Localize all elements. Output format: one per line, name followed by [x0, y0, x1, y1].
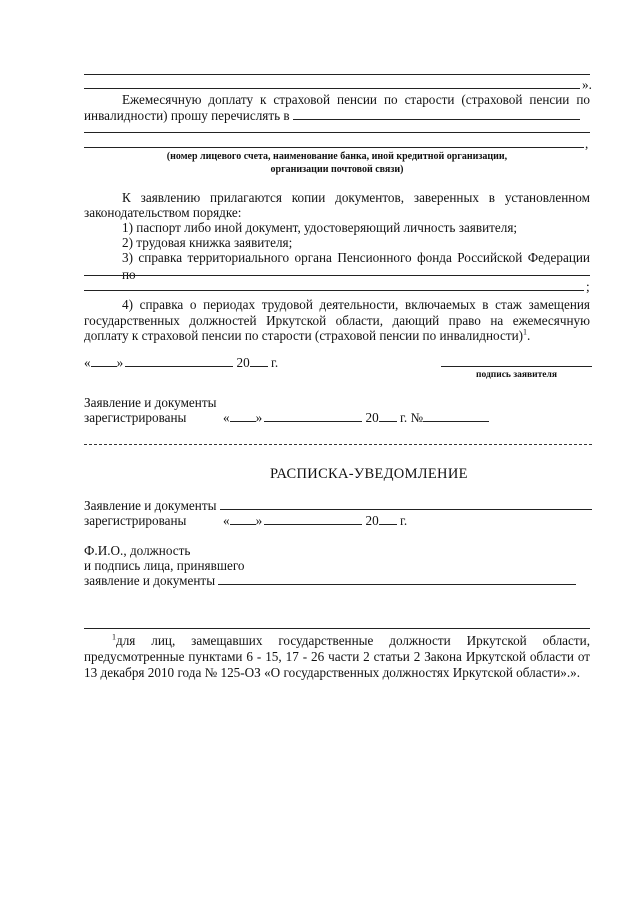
- registration-line: зарегистрированы « » 20 г. №: [84, 409, 489, 426]
- month-blank: [264, 513, 362, 525]
- signature-caption: подпись заявителя: [476, 370, 557, 380]
- footnote-separator: [84, 628, 590, 629]
- line-end-semicolon: ;: [586, 279, 590, 294]
- attachments-intro-line1: К заявлению прилагаются копии документов, заверенных в установленном: [122, 190, 590, 205]
- attachment-item-4-line2: государственных должностей Иркутской области, дающий право на ежемесячную: [84, 313, 590, 328]
- number-blank: [423, 410, 489, 422]
- receiver-label-line3: заявление и документы: [84, 572, 576, 589]
- year-blank: [379, 410, 397, 422]
- day-blank: [230, 410, 256, 422]
- blank-line: [84, 132, 590, 133]
- year-blank: [379, 513, 397, 525]
- receipt-documents-line: Заявление и документы: [84, 497, 592, 514]
- attachment-item-4-line1: 4) справка о периодах трудовой деятельности, включаемых в стаж замещения: [122, 297, 590, 312]
- receiver-blank: [218, 573, 576, 585]
- attachment-item-1: 1) паспорт либо иной документ, удостоверяющий личность заявителя;: [122, 220, 518, 235]
- payment-request-line2: [84, 107, 580, 124]
- receipt-title: РАСПИСКА-УВЕДОМЛЕНИЕ: [270, 466, 468, 482]
- month-blank: [125, 355, 233, 367]
- day-blank: [91, 355, 117, 367]
- receiver-label-line1: Ф.И.О., должность: [84, 543, 191, 558]
- blank-line: [84, 290, 584, 291]
- receiver-label-line2: и подпись лица, принявшего: [84, 558, 245, 573]
- blank-line: [84, 88, 580, 89]
- attachments-intro-line2: законодательством порядке:: [84, 205, 242, 220]
- bank-blank: [293, 108, 580, 120]
- blank-line: [84, 275, 590, 276]
- month-blank: [264, 410, 362, 422]
- payment-request-line1: Ежемесячную доплату к страховой пенсии по старости (страховой пенсии по: [122, 92, 590, 107]
- blank-line: [84, 147, 584, 148]
- footnote-line2: предусмотренные пунктами 6 - 15, 17 - 26 части 2 статьи 2 Закона Иркутской области от: [84, 649, 590, 664]
- line-end-comma: ,: [585, 136, 589, 151]
- payment-request-text: инвалидности) прошу перечислять в: [84, 108, 290, 123]
- footnote-mark: 1: [523, 327, 528, 337]
- closing-quote: ».: [582, 77, 592, 92]
- registration-label-line1: Заявление и документы: [84, 395, 217, 410]
- account-caption-line2: организации почтовой связи): [270, 164, 404, 175]
- signature-line: [441, 366, 592, 367]
- footnote-number: 1: [112, 632, 116, 642]
- receipt-registration-line: зарегистрированы « » 20 г.: [84, 513, 408, 528]
- attachment-item-4-text: доплату к страховой пенсии по старости (страховой пенсии по инвалидности): [84, 328, 524, 343]
- attachment-item-3: 3) справка территориального органа Пенсионного фонда Российской Федерации по: [122, 250, 590, 282]
- cut-line: [84, 444, 592, 445]
- account-caption-line1: (номер лицевого счета, наименование банка, иной кредитной организации,: [166, 151, 508, 162]
- documents-blank: [220, 498, 592, 510]
- year-blank: [250, 355, 268, 367]
- footnote-line3: 13 декабря 2010 года № 125-ОЗ «О государственных должностях Иркутской области».».: [84, 665, 581, 680]
- footnote-line1: $^1$для лиц, замещавших государственные должности Иркутской области,: [112, 632, 590, 648]
- attachment-item-2: 2) трудовая книжка заявителя;: [122, 235, 293, 250]
- blank-line: [84, 74, 590, 75]
- attachment-item-4-line3: доплату к страховой пенсии по старости (страховой пенсии по инвалидности)$^1$.: [84, 327, 531, 343]
- day-blank: [230, 513, 256, 525]
- applicant-date: « » 20 г.: [84, 355, 279, 370]
